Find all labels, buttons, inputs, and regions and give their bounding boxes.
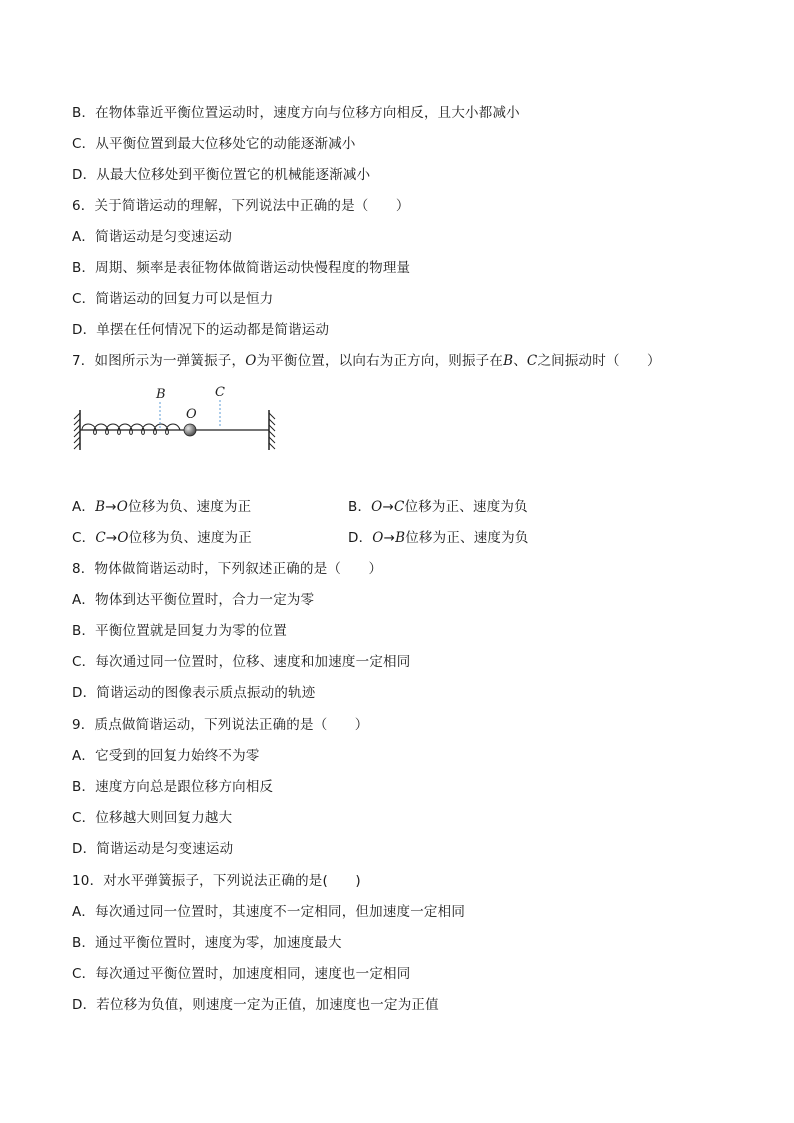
q7-option-d-arrow: → xyxy=(383,530,396,546)
q6-stem: 6．关于简谐运动的理解，下列说法中正确的是（ ） xyxy=(72,198,410,214)
q7-option-d-text: 位移为正、速度为负 xyxy=(405,530,529,546)
q7-option-c-arrow: → xyxy=(105,530,118,546)
q7-option-c-text: 位移为负、速度为正 xyxy=(128,530,252,546)
q10-option-a: A．每次通过同一位置时，其速度不一定相同，但加速度一定相同 xyxy=(72,904,466,920)
label-o: O xyxy=(186,407,197,422)
spring-oscillator-figure xyxy=(72,380,282,452)
q7-option-b-label: B． xyxy=(348,499,372,515)
spring xyxy=(82,424,184,435)
q9-option-d: D．简谐运动是匀变速运动 xyxy=(72,841,234,857)
q7-options-row-2 xyxy=(72,529,252,547)
q10-option-c: C．每次通过平衡位置时，加速度相同，速度也一定相同 xyxy=(72,966,411,982)
q7-option-c-label: C． xyxy=(72,530,96,546)
q7-option-b-arrow: → xyxy=(382,499,394,515)
q8-option-a: A．物体到达平衡位置时，合力一定为零 xyxy=(72,592,315,608)
q7-stem-mid2: 之间振动时（ ） xyxy=(537,353,661,369)
q7-option-d-to: B xyxy=(395,530,406,546)
q10-option-b: B．通过平衡位置时，速度为零，加速度最大 xyxy=(72,935,342,951)
label-c: C xyxy=(215,385,225,400)
q7-option-d-label: D． xyxy=(348,530,373,546)
right-wall-hatch xyxy=(269,413,275,449)
q9-stem: 9．质点做简谐运动，下列说法正确的是（ ） xyxy=(72,717,369,733)
q10-stem: 10．对水平弹簧振子，下列说法正确的是( ) xyxy=(72,873,361,889)
oscillator-ball xyxy=(184,424,196,436)
q7-stem-sep: 、 xyxy=(513,353,527,369)
q9-option-b: B．速度方向总是跟位移方向相反 xyxy=(72,779,274,795)
q7-stem-prefix: 7．如图所示为一弹簧振子， xyxy=(72,353,246,369)
q7-stem-o: O xyxy=(245,353,257,369)
q5-option-c: C．从平衡位置到最大位移处它的动能逐渐减小 xyxy=(72,136,356,152)
q10-option-d: D．若位移为负值，则速度一定为正值，加速度也一定为正值 xyxy=(72,997,439,1013)
q9-option-c: C．位移越大则回复力越大 xyxy=(72,810,233,826)
q8-stem: 8．物体做简谐运动时，下列叙述正确的是（ ） xyxy=(72,561,383,577)
q7-option-b-from: O xyxy=(371,499,383,515)
q8-option-d: D．简谐运动的图像表示质点振动的轨迹 xyxy=(72,685,316,701)
q8-option-b: B．平衡位置就是回复力为零的位置 xyxy=(72,623,287,639)
q7-option-a-label: A． xyxy=(72,499,96,515)
q7-option-d-from: O xyxy=(372,530,384,546)
q7-option-b-to: C xyxy=(393,499,405,515)
q7-option-a-to: O xyxy=(116,499,129,515)
q7-option-c-to: O xyxy=(117,530,129,546)
label-b: B xyxy=(156,387,166,402)
q7-option-b-text: 位移为正、速度为负 xyxy=(404,499,528,515)
q5-option-d: D．从最大位移处到平衡位置它的机械能逐渐减小 xyxy=(72,167,371,183)
q7-option-a-from: B xyxy=(95,499,106,515)
q6-option-a: A．简谐运动是匀变速运动 xyxy=(72,229,233,245)
q7-option-b xyxy=(348,498,528,516)
q7-option-c xyxy=(72,530,252,546)
q7-option-a-arrow: → xyxy=(105,499,117,515)
q7-stem xyxy=(72,352,661,370)
q7-option-a xyxy=(72,499,251,515)
q7-option-a-text: 位移为负、速度为正 xyxy=(128,499,252,515)
q5-option-b: B．在物体靠近平衡位置运动时，速度方向与位移方向相反，且大小都减小 xyxy=(72,105,520,121)
q6-option-d: D．单摆在任何情况下的运动都是简谐运动 xyxy=(72,322,330,338)
q7-option-d xyxy=(348,529,529,547)
q6-option-c: C．简谐运动的回复力可以是恒力 xyxy=(72,291,274,307)
q8-option-c: C．每次通过同一位置时，位移、速度和加速度一定相同 xyxy=(72,654,411,670)
q9-option-a: A．它受到的回复力始终不为零 xyxy=(72,748,260,764)
q7-stem-mid1: 为平衡位置，以向右为正方向，则振子在 xyxy=(256,353,504,369)
q7-options-row-1 xyxy=(72,498,251,516)
q6-option-b: B．周期、频率是表征物体做简谐运动快慢程度的物理量 xyxy=(72,260,411,276)
q7-option-c-from: C xyxy=(95,530,106,546)
q7-stem-b: B xyxy=(503,353,514,369)
left-wall-hatch xyxy=(74,413,80,449)
q7-stem-c: C xyxy=(526,353,538,369)
